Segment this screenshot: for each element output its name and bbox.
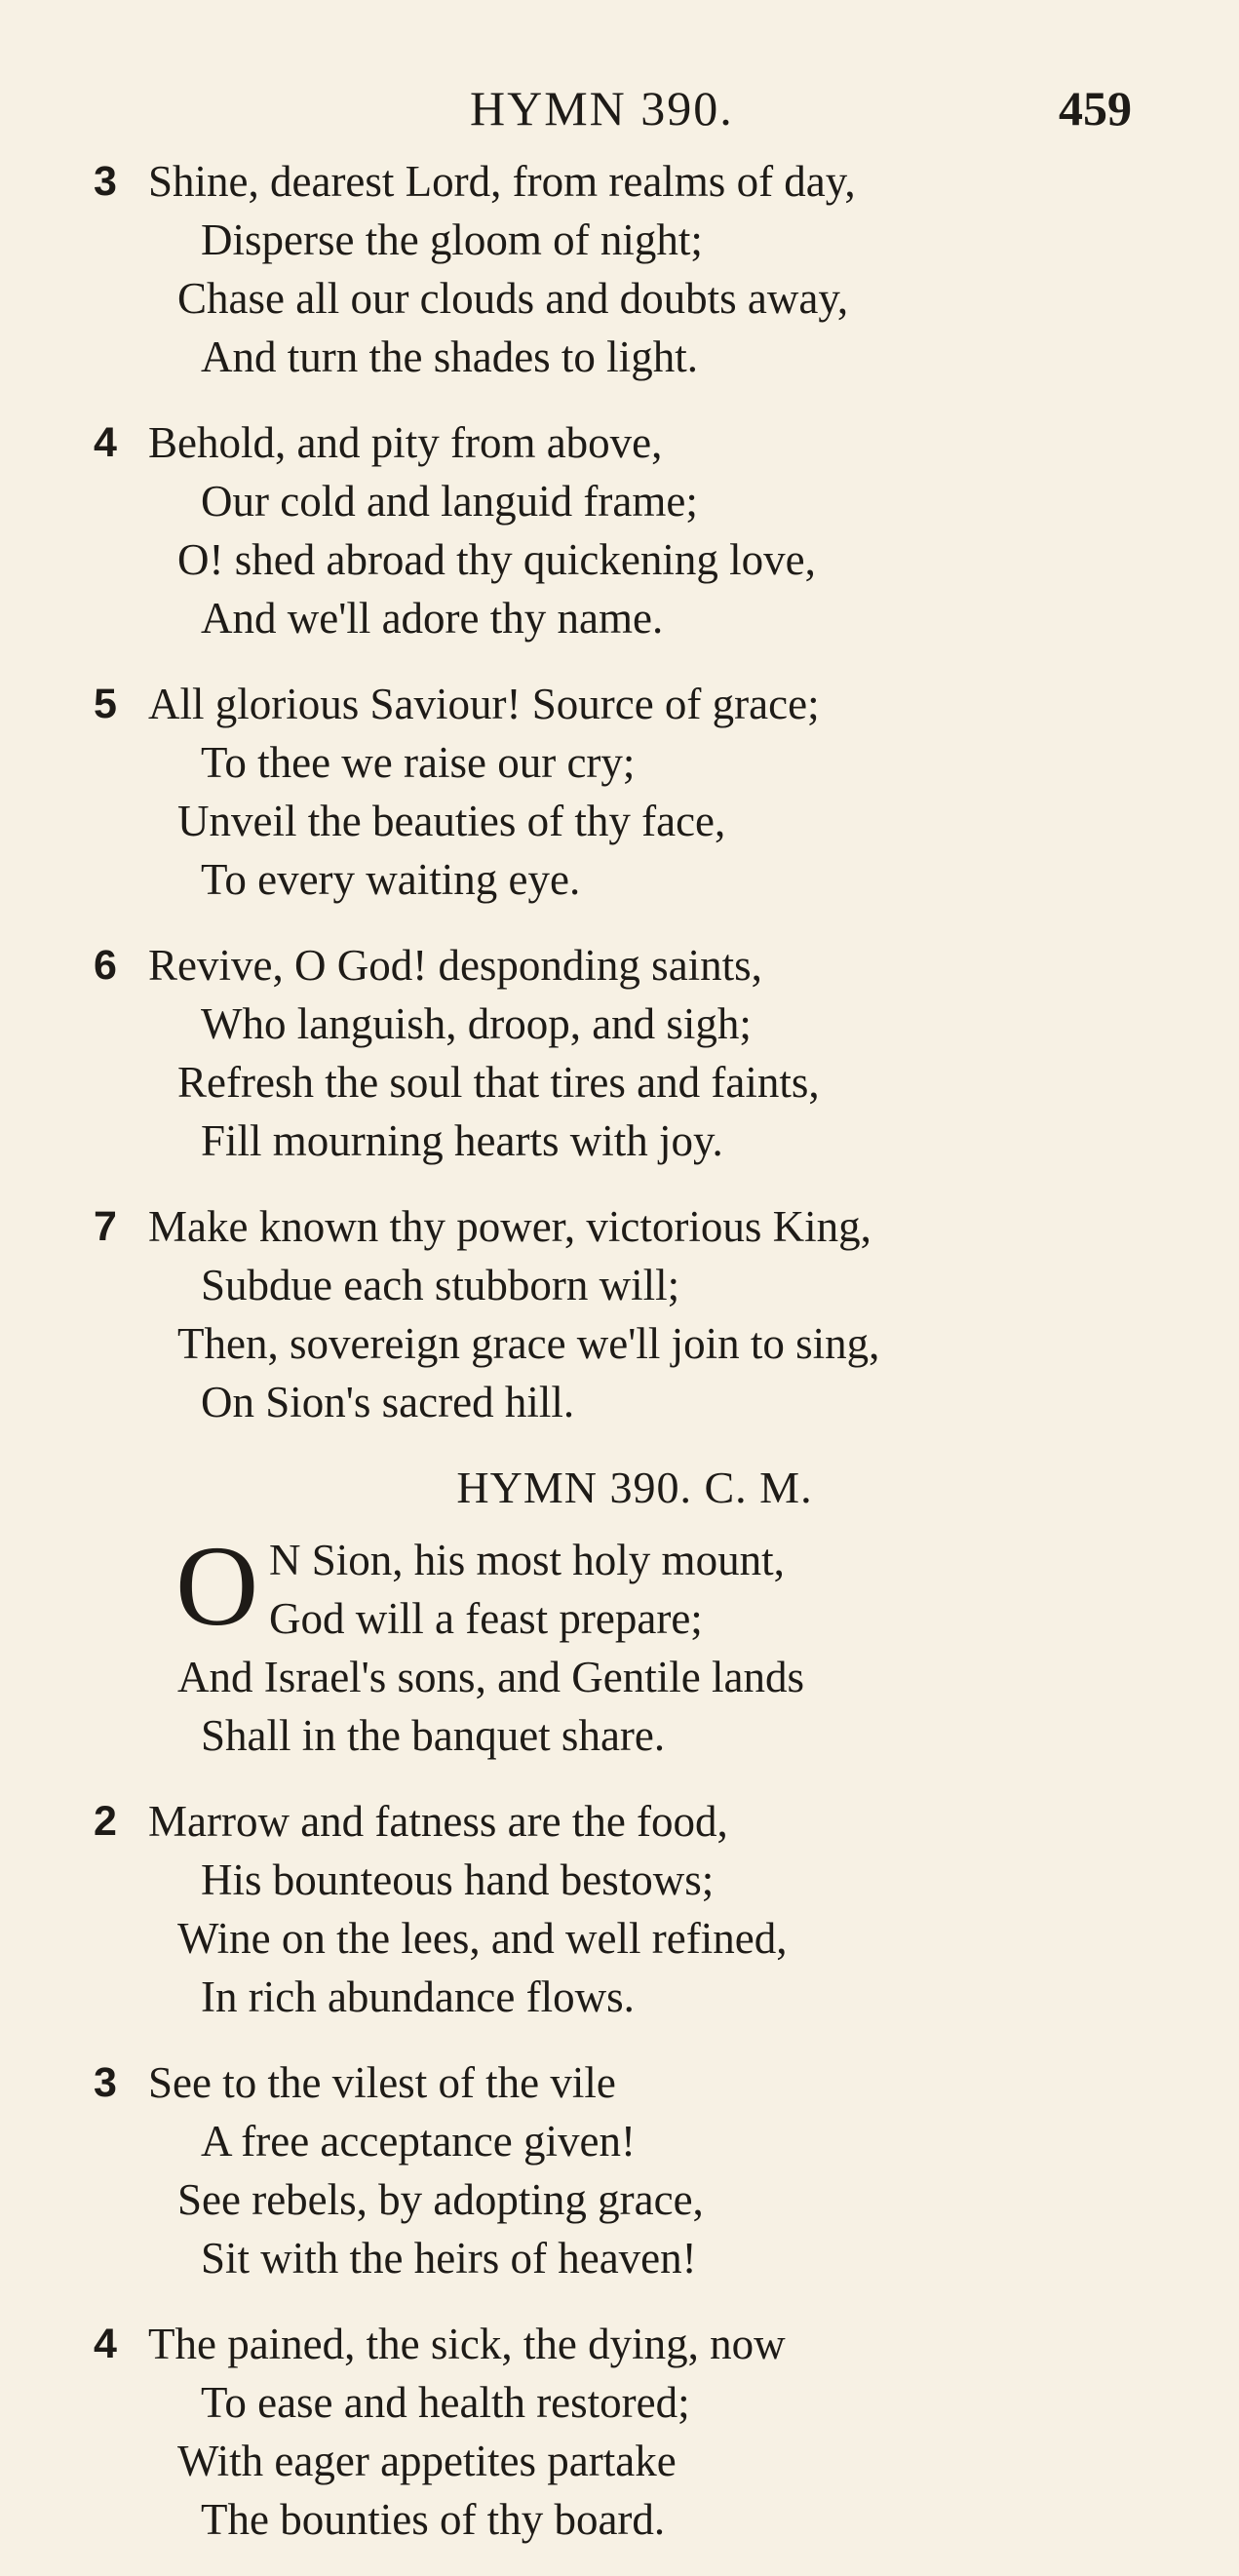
verse-line-text: The pained, the sick, the dying, now: [148, 2320, 786, 2368]
stanza-number: 2: [94, 1798, 117, 1845]
stanza: [94, 2053, 1166, 2287]
verse-line: See rebels, by adopting grace,: [177, 2175, 704, 2224]
stanza: [94, 152, 1166, 386]
page-number: 459: [1059, 81, 1132, 136]
stanza: [94, 936, 1166, 1170]
stanza-number: 3: [94, 2059, 117, 2106]
verse-line-text: Behold, and pity from above,: [148, 418, 663, 467]
verse-line: [94, 1792, 1166, 1851]
verse-line-text: Make known thy power, victorious King,: [148, 1202, 871, 1251]
verse-line: [94, 152, 1166, 211]
stanza: [94, 1792, 1166, 2026]
verse-line: [94, 2315, 1166, 2373]
verse-line: A free acceptance given!: [201, 2117, 636, 2166]
verse-line-text: Revive, O God! desponding saints,: [148, 941, 762, 990]
verse-line: O! shed abroad thy quickening love,: [177, 535, 816, 584]
verse-line: Wine on the lees, and well refined,: [177, 1914, 788, 1963]
verse-line: His bounteous hand bestows;: [201, 1855, 715, 1904]
stanza-number: 7: [94, 1203, 117, 1250]
stanza: [94, 413, 1166, 647]
verse-line: In rich abundance flows.: [201, 1972, 635, 2021]
verse-line: Disperse the gloom of night;: [201, 215, 703, 264]
running-title: HYMN 390.: [470, 81, 734, 136]
stanza-number: 4: [94, 419, 117, 466]
stanza-number: 3: [94, 158, 117, 205]
verse-line: [94, 413, 1166, 472]
verse-line: God will a feast prepare;: [269, 1594, 703, 1643]
verse-line: On Sion's sacred hill.: [201, 1378, 575, 1426]
verse-line-text: All glorious Saviour! Source of grace;: [148, 680, 820, 728]
verse-line: And we'll adore thy name.: [201, 594, 664, 643]
verse-line: To thee we raise our cry;: [201, 738, 636, 787]
stanza-number: 6: [94, 942, 117, 989]
stanza: [94, 675, 1166, 909]
verse-line: [94, 936, 1166, 995]
verse-line: Shall in the banquet share.: [201, 1711, 666, 1760]
page-body: [94, 152, 1166, 2576]
verse-line: Our cold and languid frame;: [201, 477, 698, 526]
drop-cap: O: [175, 1522, 259, 1650]
verse-line: And turn the shades to light.: [201, 332, 698, 381]
running-head: [0, 80, 1239, 138]
verse-line: Unveil the beauties of thy face,: [177, 797, 726, 845]
verse-line: Sit with the heirs of heaven!: [201, 2234, 697, 2283]
verse-line: With eager appetites partake: [177, 2437, 677, 2485]
verse-line: To every waiting eye.: [201, 855, 581, 904]
verse-line: The bounties of thy board.: [201, 2495, 666, 2544]
verse-line-text: Marrow and fatness are the food,: [148, 1797, 728, 1846]
verse-line-text: Shine, dearest Lord, from realms of day,: [148, 157, 856, 206]
verse-line: And Israel's sons, and Gentile lands: [177, 1653, 804, 1701]
verse-line: Then, sovereign grace we'll join to sing,: [177, 1319, 880, 1368]
stanza-number: 5: [94, 681, 117, 727]
verse-line: To ease and health restored;: [201, 2378, 690, 2427]
verse-line: Chase all our clouds and doubts away,: [177, 274, 849, 323]
hymn-heading: HYMN 390. C. M.: [456, 1463, 813, 1512]
verse-line: Who languish, droop, and sigh;: [201, 999, 752, 1048]
verse-line: [94, 1197, 1166, 1256]
stanza-number: 4: [94, 2321, 117, 2367]
verse-line: Fill mourning hearts with joy.: [201, 1116, 723, 1165]
stanza: [94, 1522, 1166, 1765]
verse-line: Subdue each stubborn will;: [201, 1261, 680, 1309]
verse-line-text: See to the vilest of the vile: [148, 2058, 616, 2107]
verse-line: [94, 675, 1166, 733]
verse-line: [94, 2053, 1166, 2112]
verse-line: N Sion, his most holy mount,: [269, 1536, 785, 1584]
stanza: [94, 1197, 1166, 1431]
verse-line: Refresh the soul that tires and faints,: [177, 1058, 820, 1107]
stanza: [94, 2315, 1166, 2549]
